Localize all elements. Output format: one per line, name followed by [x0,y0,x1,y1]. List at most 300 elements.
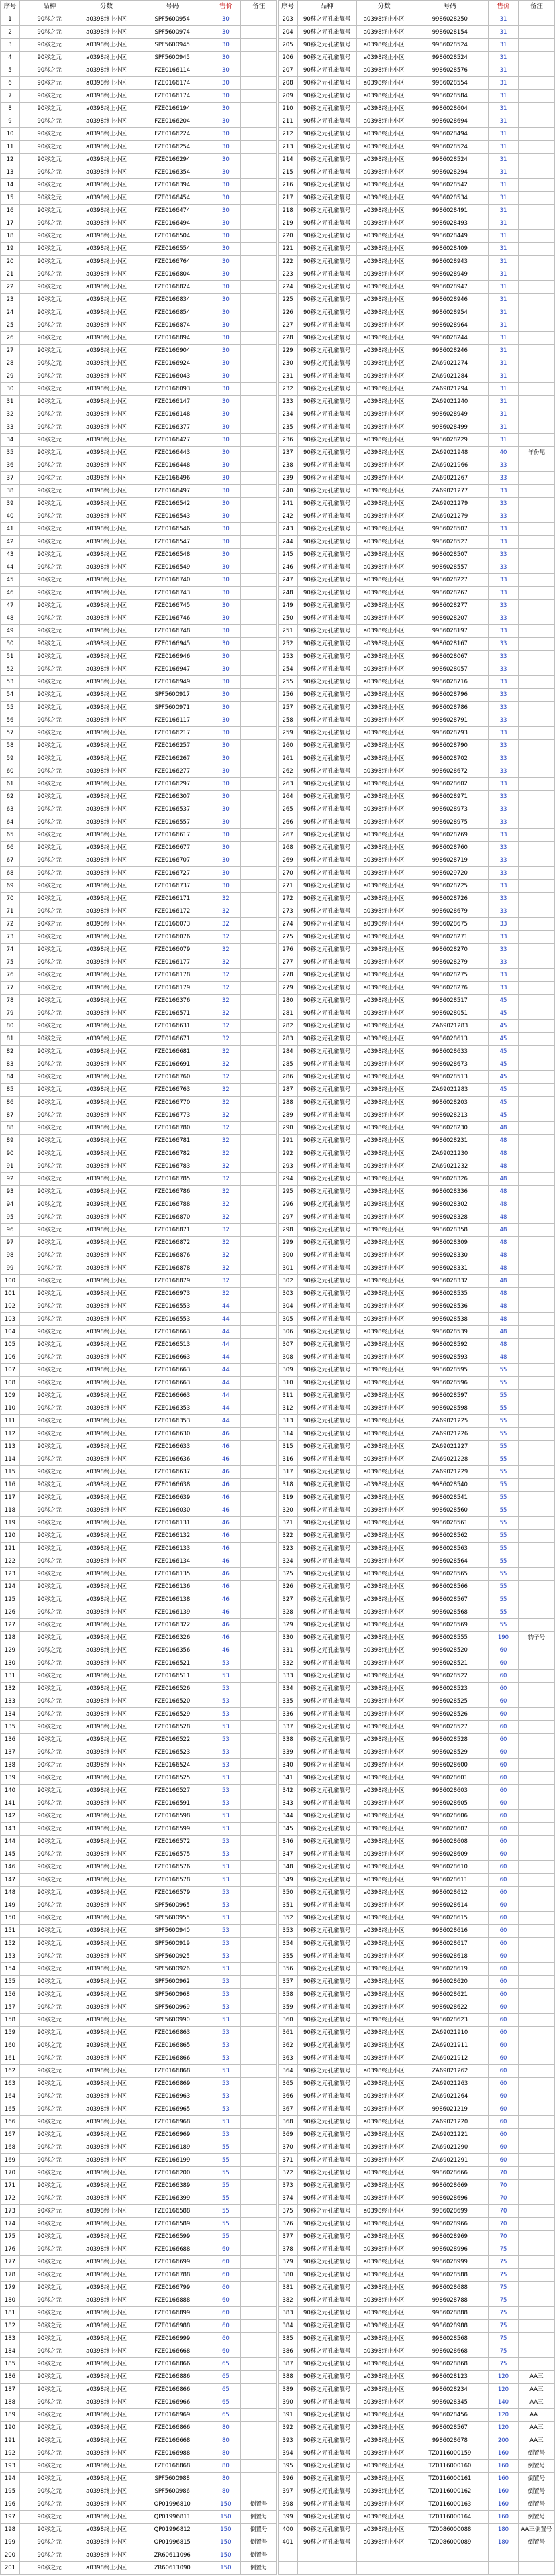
left-row-name: 90移之元 [19,1364,79,1377]
right-row-note: 年份尾 [518,447,554,459]
left-row-note [241,2320,277,2333]
left-row-prefix: a0398终止小区 [79,2192,134,2205]
right-row-note [518,2167,554,2180]
left-row-name: 90移之元 [19,1237,79,1249]
left-row-note [241,1186,277,1198]
left-row-code: FZE0166572 [134,1836,211,1848]
right-row-code: 9986028542 [411,179,489,192]
left-row-price: 30 [211,128,241,141]
left-row-note: 倒置号 [241,2524,277,2536]
right-row-num: 324 [278,1555,297,1568]
right-row-note [518,1887,554,1899]
right-row-num: 270 [278,867,297,880]
right-row-num: 293 [278,1160,297,1173]
right-row-prefix: a0398终止小区 [356,1746,411,1759]
left-row-num: 168 [1,2141,20,2154]
left-row-code: FZE0166557 [134,816,211,829]
right-row-prefix: a0398终止小区 [356,1046,411,1058]
left-row-prefix: a0398终止小区 [79,13,134,26]
right-row-name: 90移之元孔雀靓号 [297,1097,356,1109]
left-row-note [241,791,277,803]
table-row [1,2371,555,2384]
table-row [1,2358,555,2371]
left-row-name: 90移之元 [19,128,79,141]
table-row [1,1339,555,1351]
right-row-code: 9986028947 [411,281,489,294]
right-row-prefix [356,2549,411,2562]
right-row-prefix: a0398终止小区 [356,2243,411,2256]
right-row-code: 9986028524 [411,141,489,154]
table-row [1,1517,555,1530]
left-row-price: 30 [211,64,241,77]
left-row-num: 159 [1,2027,20,2039]
right-row-prefix: a0398终止小区 [356,638,411,651]
table-row [1,1989,555,2001]
left-row-prefix: a0398终止小区 [79,90,134,103]
left-row-name: 90移之元 [19,1466,79,1479]
right-row-name: 90移之元孔雀靓号 [297,2384,356,2396]
left-row-num: 104 [1,1326,20,1339]
left-row-prefix: a0398终止小区 [79,396,134,408]
right-row-price: 60 [489,2027,519,2039]
left-row-name: 90移之元 [19,1721,79,1734]
right-row-price: 60 [489,1785,519,1797]
left-row-code: FZE0166513 [134,1339,211,1351]
table-row [1,230,555,243]
left-row-note [241,1377,277,1390]
right-row-name: 90移之元孔雀靓号 [297,1339,356,1351]
table-row [1,2180,555,2192]
table-row [1,1313,555,1326]
table-row [1,2154,555,2167]
left-row-code: FZE0166079 [134,944,211,956]
left-row-price: 53 [211,1721,241,1734]
right-row-name: 90移之元孔雀靓号 [297,1275,356,1288]
right-row-name: 90移之元孔雀靓号 [297,383,356,396]
right-row-prefix: a0398终止小区 [356,982,411,995]
right-row-code: 9986028603 [411,1785,489,1797]
left-row-name: 90移之元 [19,995,79,1007]
left-row-note [241,1593,277,1606]
right-row-num: 211 [278,115,297,128]
right-row-prefix: a0398终止小区 [356,1568,411,1581]
right-row-name: 90移之元孔雀靓号 [297,587,356,600]
right-row-note [518,791,554,803]
left-row-code: FZE0166745 [134,600,211,612]
right-row-note [518,1593,554,1606]
left-row-code: FZE0166663 [134,1390,211,1402]
right-row-prefix: a0398终止小区 [356,1543,411,1555]
right-row-name: 90移之元孔雀靓号 [297,1313,356,1326]
right-row-price: 45 [489,1020,519,1033]
left-row-prefix: a0398终止小区 [79,1007,134,1020]
left-row-code: FZE0166322 [134,1619,211,1632]
left-row-note [241,1224,277,1237]
right-row-price: 60 [489,1810,519,1823]
left-row-code: FZE0166139 [134,1606,211,1619]
left-row-name: 90移之元 [19,2460,79,2473]
right-row-code: 9986028606 [411,1810,489,1823]
right-row-num: 349 [278,1874,297,1887]
left-row-price: 53 [211,1836,241,1848]
left-row-price: 30 [211,268,241,281]
left-row-code: FZE0166543 [134,510,211,523]
right-row-note [518,918,554,931]
left-row-num: 24 [1,306,20,319]
left-row-num: 98 [1,1249,20,1262]
right-row-price: 31 [489,345,519,357]
right-row-code: 9986028672 [411,765,489,778]
right-row-num: 243 [278,523,297,536]
left-row-prefix: a0398终止小区 [79,2294,134,2307]
left-row-name: 90移之元 [19,1097,79,1109]
right-row-prefix: a0398终止小区 [356,498,411,510]
left-row-prefix: a0398终止小区 [79,969,134,982]
left-row-num: 4 [1,52,20,64]
right-row-price: 33 [489,956,519,969]
left-row-price: 65 [211,2396,241,2409]
right-row-num: 284 [278,1046,297,1058]
table-row [1,306,555,319]
right-row-note: 倒置号 [518,2473,554,2485]
left-row-prefix: a0398终止小区 [79,1606,134,1619]
left-row-price: 53 [211,1746,241,1759]
left-row-prefix: a0398终止小区 [79,472,134,485]
right-row-num: 215 [278,166,297,179]
right-row-note [518,1734,554,1746]
right-row-num: 214 [278,154,297,166]
left-row-prefix: a0398终止小区 [79,2422,134,2434]
right-row-num: 380 [278,2269,297,2282]
right-row-num: 209 [278,90,297,103]
right-row-code: 9986028973 [411,803,489,816]
left-row-prefix: a0398终止小区 [79,2001,134,2014]
left-row-name: 90移之元 [19,1186,79,1198]
right-row-price: 48 [489,1275,519,1288]
left-row-prefix: a0398终止小区 [79,2333,134,2345]
left-row-code: FZE0166973 [134,1288,211,1300]
right-row-note [518,459,554,472]
left-row-prefix: a0398终止小区 [79,2434,134,2447]
right-row-num: 376 [278,2218,297,2231]
left-row-price: 53 [211,1912,241,1925]
table-row [1,1084,555,1097]
right-row-price: 60 [489,1874,519,1887]
left-row-name: 90移之元 [19,561,79,574]
left-row-note [241,982,277,995]
right-row-prefix: a0398终止小区 [356,230,411,243]
left-row-price: 150 [211,2562,241,2575]
right-row-price: 33 [489,893,519,905]
right-row-price: 60 [489,1644,519,1657]
right-row-num: 359 [278,2001,297,2014]
left-row-prefix: a0398终止小区 [79,2345,134,2358]
right-row-num: 365 [278,2078,297,2090]
right-row-prefix: a0398终止小区 [356,2167,411,2180]
left-row-note [241,1351,277,1364]
right-row-code: 9986028276 [411,982,489,995]
left-row-name: 90移之元 [19,256,79,268]
table-row [1,1402,555,1415]
left-row-name: 90移之元 [19,141,79,154]
table-row [1,52,555,64]
right-row-prefix: a0398终止小区 [356,1160,411,1173]
table-row [1,39,555,52]
right-row-prefix: a0398终止小区 [356,2384,411,2396]
left-row-num: 81 [1,1033,20,1046]
left-row-code: FZE0166945 [134,638,211,651]
right-row-price: 33 [489,752,519,765]
right-row-code: ZA69021294 [411,383,489,396]
right-row-note [518,1695,554,1708]
table-row [1,2320,555,2333]
right-row-num: 315 [278,1441,297,1453]
right-row-name: 90移之元孔雀靓号 [297,1746,356,1759]
left-row-name: 90移之元 [19,77,79,90]
left-row-num: 125 [1,1593,20,1606]
right-row-note [518,1479,554,1492]
right-row-note [518,1007,554,1020]
table-row [1,1351,555,1364]
table-row [1,842,555,854]
right-row-code: 9986028409 [411,243,489,256]
left-row-price: 53 [211,1925,241,1938]
right-row-price: 55 [489,1466,519,1479]
right-row-name: 90移之元孔雀靓号 [297,1695,356,1708]
left-row-prefix: a0398终止小区 [79,791,134,803]
right-row-name: 90移之元孔雀靓号 [297,918,356,931]
left-row-name: 90移之元 [19,2333,79,2345]
left-row-note [241,1020,277,1033]
right-row-name: 90移之元孔雀靓号 [297,2001,356,2014]
right-row-num: 204 [278,26,297,39]
left-row-num: 51 [1,651,20,663]
table-row [1,1606,555,1619]
right-row-note [518,1657,554,1670]
left-row-prefix: a0398终止小区 [79,2511,134,2524]
right-row-price: 75 [489,2294,519,2307]
left-row-code: FZE0166114 [134,64,211,77]
table-row [1,294,555,306]
left-row-num: 100 [1,1275,20,1288]
right-row-code: 9986028524 [411,154,489,166]
right-row-note: AA三 [518,2371,554,2384]
table-row [1,2498,555,2511]
right-row-price: 31 [489,383,519,396]
left-row-code: FZE0166599 [134,1823,211,1836]
right-row-num: 266 [278,816,297,829]
left-row-price: 53 [211,2078,241,2090]
left-row-prefix: a0398终止小区 [79,1249,134,1262]
left-row-prefix: a0398终止小区 [79,867,134,880]
right-row-name: 90移之元孔雀靓号 [297,765,356,778]
left-row-price: 32 [211,1160,241,1173]
right-row-code: 9986028584 [411,90,489,103]
left-row-num: 188 [1,2396,20,2409]
left-row-price: 30 [211,778,241,791]
right-row-price: 33 [489,689,519,702]
right-row-price: 180 [489,2536,519,2549]
left-row-code: FZE0166277 [134,765,211,778]
right-row-num: 341 [278,1772,297,1785]
right-row-note [518,702,554,714]
right-row-prefix: a0398终止小区 [356,1364,411,1377]
left-row-note [241,702,277,714]
right-row-note [518,383,554,396]
left-row-note [241,281,277,294]
right-row-name: 90移之元孔雀靓号 [297,1466,356,1479]
right-row-price: 31 [489,243,519,256]
left-row-note [241,1938,277,1950]
right-row-name: 90移之元孔雀靓号 [297,1530,356,1543]
left-row-num: 113 [1,1441,20,1453]
right-row-prefix: a0398终止小区 [356,1810,411,1823]
right-row-price: 55 [489,1492,519,1504]
right-row-code: 9986028358 [411,1224,489,1237]
left-row-price: 46 [211,1543,241,1555]
left-row-name: 90移之元 [19,434,79,447]
right-row-code: 9986028696 [411,2192,489,2205]
left-row-note [241,2307,277,2320]
left-row-price: 30 [211,396,241,408]
right-row-code: 9986028528 [411,1734,489,1746]
left-row-name: 90移之元 [19,944,79,956]
right-row-prefix: a0398终止小区 [356,115,411,128]
right-row-num: 253 [278,651,297,663]
right-row-num: 223 [278,268,297,281]
right-row-note [518,1938,554,1950]
left-row-note [241,1313,277,1326]
right-row-num: 263 [278,778,297,791]
left-row-price: 150 [211,2498,241,2511]
left-row-price: 44 [211,1326,241,1339]
right-row-name: 90移之元孔雀靓号 [297,2192,356,2205]
right-row-name: 90移之元孔雀靓号 [297,880,356,893]
left-row-note [241,1848,277,1861]
left-row-name: 90移之元 [19,2422,79,2434]
left-row-code: FZE0166617 [134,829,211,842]
table-row [1,1135,555,1147]
left-row-name: 90移之元 [19,2294,79,2307]
right-row-num: 352 [278,1912,297,1925]
table-row [1,498,555,510]
right-row-note [518,1606,554,1619]
left-row-num: 164 [1,2090,20,2103]
left-row-code: SPF5600988 [134,2473,211,2485]
left-row-name: 90移之元 [19,1377,79,1390]
left-row-note [241,663,277,676]
right-row-name: 90移之元孔雀靓号 [297,2065,356,2078]
right-row-note [518,1746,554,1759]
left-row-code: FZE0166377 [134,421,211,434]
left-row-num: 190 [1,2422,20,2434]
left-row-num: 30 [1,383,20,396]
left-row-prefix: a0398终止小区 [79,1568,134,1581]
left-row-prefix: a0398终止小区 [79,2256,134,2269]
left-row-prefix: a0398终止小区 [79,1097,134,1109]
right-row-name: 90移之元孔雀靓号 [297,1300,356,1313]
left-row-note [241,600,277,612]
right-row-num: 236 [278,434,297,447]
right-row-name: 90移之元孔雀靓号 [297,2116,356,2129]
left-row-price: 30 [211,638,241,651]
right-row-prefix: a0398终止小区 [356,1848,411,1861]
left-row-name: 90移之元 [19,625,79,638]
left-row-code: FZE0166528 [134,1721,211,1734]
left-row-name: 90移之元 [19,676,79,689]
left-row-price: 80 [211,2434,241,2447]
left-row-num: 196 [1,2498,20,2511]
table-row [1,2422,555,2434]
left-row-code: FZE0166448 [134,459,211,472]
right-row-code: TZ0116000162 [411,2485,489,2498]
right-row-num: 250 [278,612,297,625]
left-row-note [241,2167,277,2180]
left-row-prefix: a0398终止小区 [79,1237,134,1249]
right-row-name: 90移之元孔雀靓号 [297,625,356,638]
right-row-note [518,1173,554,1186]
right-row-note [518,1530,554,1543]
right-row-code: 9986028999 [411,2256,489,2269]
left-row-code: FZE0166763 [134,1084,211,1097]
left-row-code: FZE0166171 [134,893,211,905]
right-row-prefix: a0398终止小区 [356,1007,411,1020]
right-row-note [518,434,554,447]
right-row-price: 60 [489,1746,519,1759]
left-row-num: 160 [1,2039,20,2052]
right-row-price: 31 [489,230,519,243]
right-row-prefix: a0398终止小区 [356,1097,411,1109]
table-row [1,154,555,166]
right-row-code: ZA69021274 [411,357,489,370]
right-row-num: 350 [278,1887,297,1899]
left-row-note [241,370,277,383]
right-row-price: 33 [489,803,519,816]
left-row-name: 90移之元 [19,1772,79,1785]
right-row-code: 9986028229 [411,434,489,447]
left-row-prefix: a0398终止小区 [79,2243,134,2256]
left-row-prefix: a0398终止小区 [79,1517,134,1530]
right-row-name: 90移之元孔雀靓号 [297,1186,356,1198]
right-row-prefix: a0398终止小区 [356,128,411,141]
right-row-note [518,52,554,64]
right-row-prefix: a0398终止小区 [356,447,411,459]
left-row-num: 89 [1,1135,20,1147]
left-row-note [241,1530,277,1543]
right-row-price: 55 [489,1517,519,1530]
left-row-note [241,498,277,510]
right-row-note [518,1453,554,1466]
right-row-name: 90移之元孔雀靓号 [297,370,356,383]
right-row-num: 282 [278,1020,297,1033]
left-row-prefix: a0398终止小区 [79,306,134,319]
left-row-name: 90移之元 [19,230,79,243]
right-row-prefix: a0398终止小区 [356,1147,411,1160]
left-row-note [241,2103,277,2116]
left-row-prefix: a0398终止小区 [79,944,134,956]
left-row-price: 30 [211,103,241,115]
left-row-note [241,396,277,408]
right-row-name: 90移之元孔雀靓号 [297,485,356,498]
left-row-prefix: a0398终止小区 [79,1632,134,1644]
right-row-name: 90移之元孔雀靓号 [297,536,356,549]
right-row-prefix: a0398终止小区 [356,294,411,306]
right-row-num: 242 [278,510,297,523]
table-row [1,166,555,179]
right-row-num: 237 [278,447,297,459]
right-row-note [518,1976,554,1989]
right-row-name: 90移之元孔雀靓号 [297,1938,356,1950]
